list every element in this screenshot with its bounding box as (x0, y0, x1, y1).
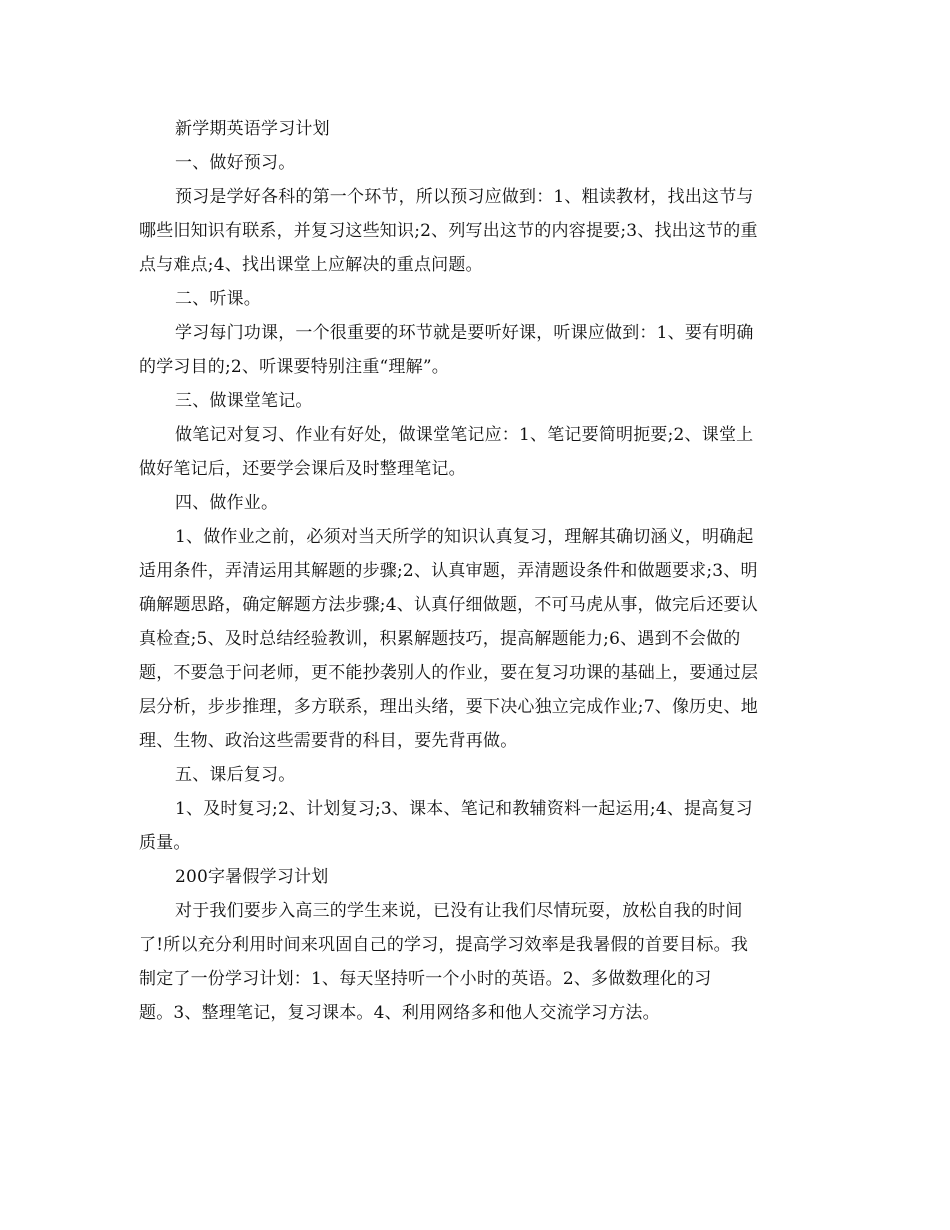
section-heading-homework: 四、做作业。 (175, 493, 279, 513)
paragraph-line: 制定了一份学习计划：1、每天坚持听一个小时的英语。2、多做数理化的习 (139, 969, 712, 989)
paragraph-preview (139, 180, 811, 282)
paragraph-line: 点与难点;4、找出课堂上应解决的重点问题。 (139, 255, 483, 275)
paragraph-notes (139, 418, 811, 486)
section-heading-notes: 三、做课堂笔记。 (175, 391, 313, 411)
paragraph-line: 预习是学好各科的第一个环节，所以预习应做到：1、粗读教材，找出这节与 (175, 187, 754, 207)
paragraph-line: 学习每门功课，一个很重要的环节就是要听好课，听课应做到：1、要有明确 (175, 323, 754, 343)
paragraph-review (139, 792, 811, 860)
section-heading-listening: 二、听课。 (175, 289, 261, 309)
paragraph-line: 了!所以充分利用时间来巩固自己的学习，提高学习效率是我暑假的首要目标。我 (139, 935, 749, 955)
paragraph-line: 质量。 (139, 833, 191, 853)
paragraph-line: 做笔记对复习、作业有好处，做课堂笔记应：1、笔记要简明扼要;2、课堂上 (175, 425, 754, 445)
paragraph-line: 做好笔记后，还要学会课后及时整理笔记。 (139, 459, 466, 479)
paragraph-line: 题，不要急于问老师，更不能抄袭别人的作业，要在复习功课的基础上，要通过层 (139, 663, 759, 683)
paragraph-line: 理、生物、政治这些需要背的科目，要先背再做。 (139, 731, 518, 751)
paragraph-homework (139, 520, 811, 758)
paragraph-line: 层分析，步步推理，多方联系，理出头绪，要下决心独立完成作业;7、像历史、地 (139, 697, 758, 717)
section-heading-review: 五、课后复习。 (175, 765, 296, 785)
paragraph-line: 适用条件，弄清运用其解题的步骤;2、认真审题，弄清题设条件和做题要求;3、明 (139, 561, 758, 581)
paragraph-line: 哪些旧知识有联系，并复习这些知识;2、列写出这节的内容提要;3、找出这节的重 (139, 221, 758, 241)
section-heading-preview: 一、做好预习。 (175, 153, 296, 173)
paragraph-line: 题。3、整理笔记，复习课本。4、利用网络多和他人交流学习方法。 (139, 1003, 660, 1023)
paragraph-line: 确解题思路，确定解题方法步骤;4、认真仔细做题，不可马虎从事，做完后还要认 (139, 595, 758, 615)
paragraph-line: 1、及时复习;2、计划复习;3、课本、笔记和教辅资料一起运用;4、提高复习 (175, 799, 753, 819)
paragraph-line: 1、做作业之前，必须对当天所学的知识认真复习，理解其确切涵义，明确起 (175, 527, 754, 547)
document-title-english-plan: 新学期英语学习计划 (175, 119, 330, 139)
document-body (139, 112, 811, 1030)
paragraph-listening (139, 316, 811, 384)
document-title-summer-plan: 200字暑假学习计划 (175, 867, 329, 887)
paragraph-summer-plan (139, 894, 811, 1030)
paragraph-line: 真检查;5、及时总结经验教训，积累解题技巧，提高解题能力;6、遇到不会做的 (139, 629, 741, 649)
paragraph-line: 对于我们要步入高三的学生来说，已没有让我们尽情玩耍，放松自我的时间 (175, 901, 743, 921)
paragraph-line: 的学习目的;2、听课要特别注重“理解”。 (139, 357, 449, 377)
